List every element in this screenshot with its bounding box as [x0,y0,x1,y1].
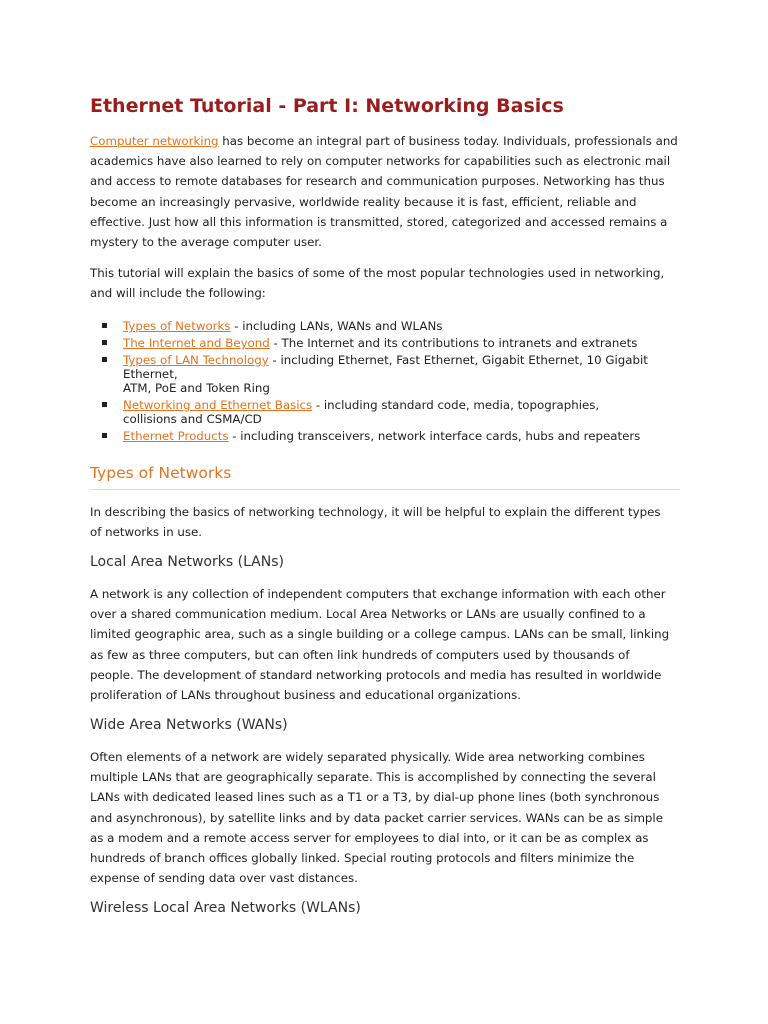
list-item-text: - including Ethernet, Fast Ethernet, Gigabit Ethernet, 10 Gigabit Ethernet, [123,353,648,381]
square-bullet-icon [102,433,107,438]
list-item [90,398,650,426]
networking-ethernet-basics-link[interactable]: Networking and Ethernet Basics [123,398,313,412]
ethernet-products-link[interactable]: Ethernet Products [123,429,229,443]
lan-paragraph: A network is any collection of independent computers that exchange information with each other over a shared communication medium. Local Area Networks or LANs are usually confined to a limited geographic area, such as a single building or a college campus. LANs can be small, linking as few as three computers, but can often link hundreds of computers used by thousands of people. The development of standard networking protocols and media has resulted in worldwide proliferation of LANs throughout business and educational organizations. [90,587,670,703]
intro-text: has become an integral part of business today. Individuals, professionals and academics have also learned to rely on computer networks for capabilities such as electronic mail and access to remote databases for research and communication purposes. Networking has thus become an increasingly pervasive, worldwide reality because it is fast, efficient, reliable and effective. Just how all this information is transmitted, stored, categorized and accessed remains a mystery to the average computer user. [90,134,678,250]
types-paragraph: In describing the basics of networking technology, it will be helpful to explain the different types of networks in use. [90,505,661,540]
list-item-text: - including LANs, WANs and WLANs [230,319,443,333]
intro-paragraph [90,131,680,252]
types-of-networks-link[interactable]: Types of Networks [123,319,231,333]
types-of-networks-heading: Types of Networks [90,464,232,482]
lan-heading: Local Area Networks (LANs) [90,554,284,570]
square-bullet-icon [102,357,107,362]
wlan-heading: Wireless Local Area Networks (WLANs) [90,900,361,916]
square-bullet-icon [102,402,107,407]
list-item-text: - The Internet and its contributions to intranets and extranets [269,336,638,350]
list-item-text: - including standard code, media, topographies, collisions and CSMA/CD [123,398,600,426]
tutorial-intro-paragraph: This tutorial will explain the basics of some of the most popular technologies used in networking, and will include the following: [90,266,665,301]
list-item [90,336,650,350]
list-item [90,353,650,395]
topics-list [90,319,650,446]
square-bullet-icon [102,340,107,345]
section-divider [90,489,680,490]
list-item-text-continued: ATM, PoE and Token Ring [123,381,270,395]
square-bullet-icon [102,323,107,328]
list-item-text: - including transceivers, network interface cards, hubs and repeaters [228,429,641,443]
page-title: Ethernet Tutorial - Part I: Networking Basics [90,95,564,117]
list-item [90,429,650,443]
internet-and-beyond-link[interactable]: The Internet and Beyond [123,336,270,350]
wan-paragraph: Often elements of a network are widely separated physically. Wide area networking combines multiple LANs that are geographically separate. This is accomplished by connecting the several LANs with dedicated leased lines such as a T1 or a T3, by dial-up phone lines (both synchronous and asynchronous), by satellite links and by data packet carrier services. WANs can be as simple as a modem and a remote access server for employees to dial into, or it can be as complex as hundreds of branch offices globally linked. Special routing protocols and filters minimize the expense of sending data over vast distances. [90,750,663,886]
types-of-lan-technology-link[interactable]: Types of LAN Technology [123,353,269,367]
list-item [90,319,650,333]
wan-heading: Wide Area Networks (WANs) [90,717,288,733]
computer-networking-link[interactable]: Computer networking [90,134,219,148]
